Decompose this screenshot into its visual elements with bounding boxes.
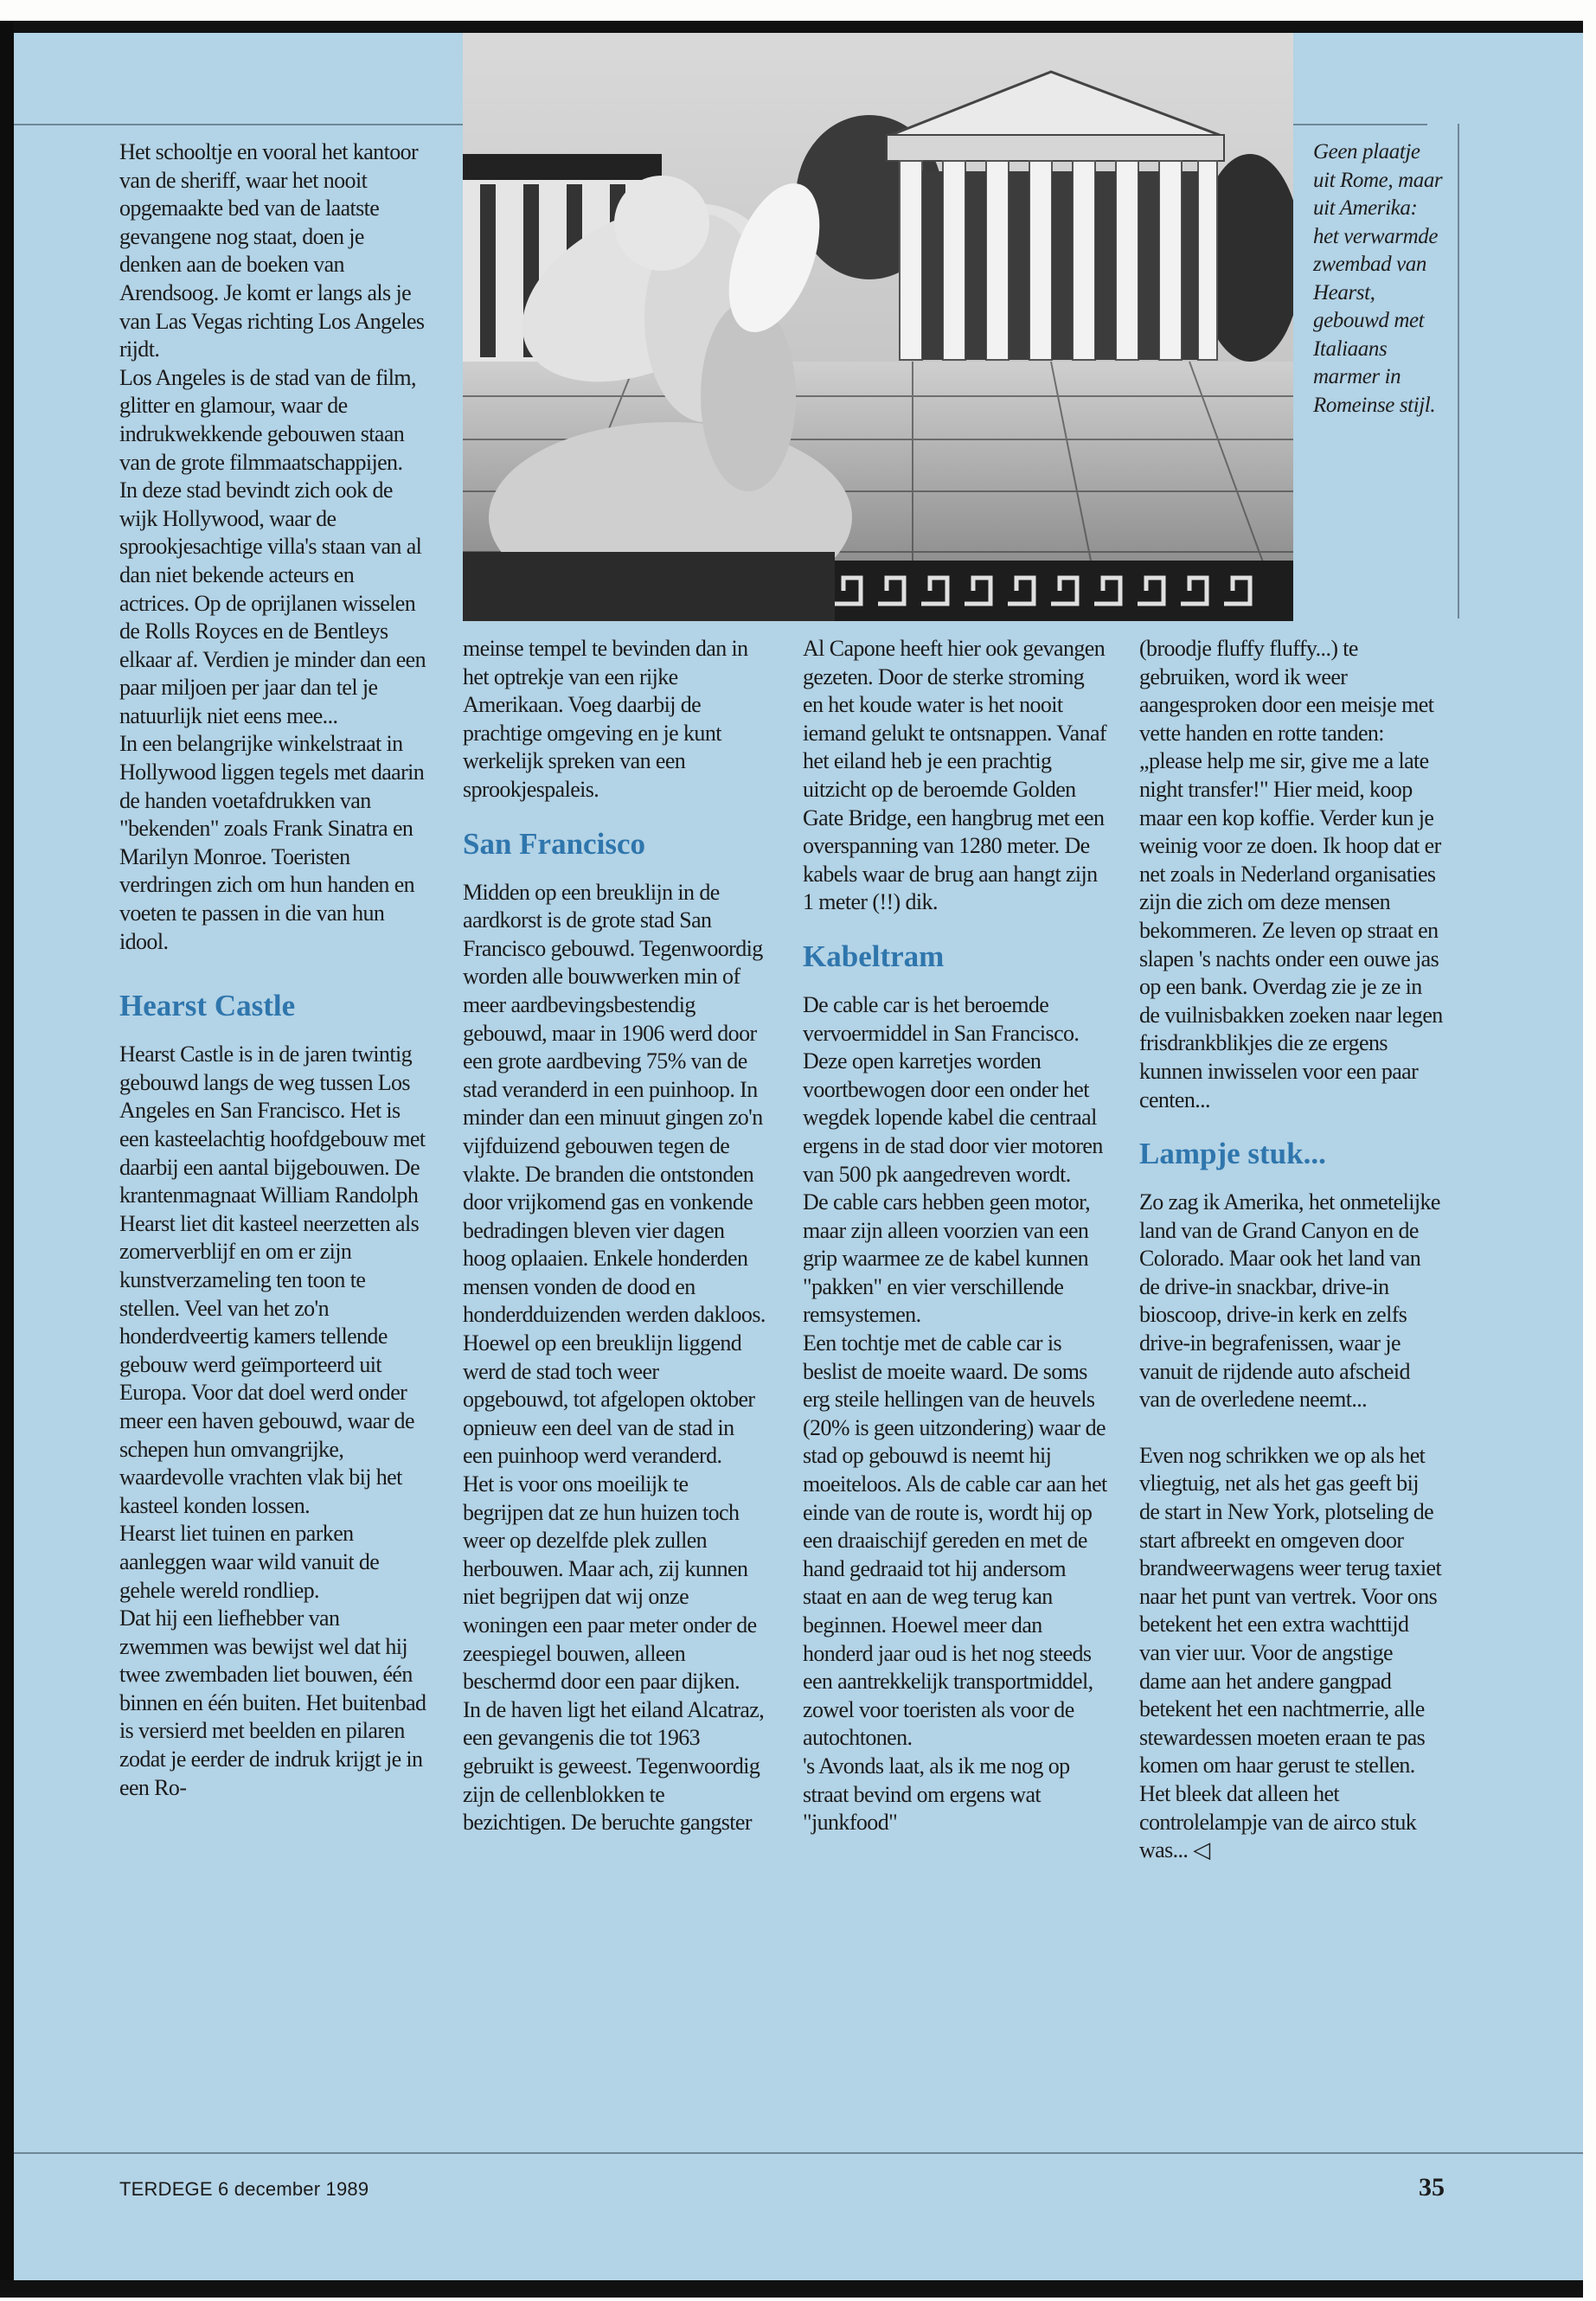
col1-paragraph-5: Hearst Castle is in de jaren twintig gebouwd langs de weg tussen Los Angeles en San Francisco. Het is een kasteelachtig hoofdgebouw met daarbij een aantal bijgebouwen. De krantenmagnaat William Randolph Hearst liet dit kasteel neerzetten als zomerverblijf en om er zijn kunstverzameling ten toon te stellen. Veel van het zo'n honderdveertig kamers tellende gebouw werd geïmporteerd uit Europa. Voor dat doel werd onder meer een haven gebouwd, waar de schepen hun omvangrijke, waardevolle vrachten vlak bij het kasteel konden lossen.	[119, 1042, 426, 1518]
top-border	[0, 21, 1583, 33]
heading-lampje-stuk: Lampje stuk...	[1139, 1137, 1326, 1171]
col1-paragraph-1: Het schooltje en vooral het kantoor van de sheriff, waar het nooit opgemaakte bed van de laatste gevangene nog staat, doen je denken aan de boeken van Arendsoog. Je komt er langs als je van Las Vegas richting Los Angeles rijdt.	[119, 139, 425, 362]
pool-photo-image	[463, 33, 1293, 621]
col4-paragraph-1: (broodje fluffy fluffy...) te gebruiken, word ik weer aangesproken door een meisje met vette handen en rotte tanden: „please help me sir, give me a late night transfer!" Hier meid, koop maar een kop koffie. Verder kun je weinig voor ze doen. Ik hoop dat er net zoals in Nederland organisaties zijn die zich om deze mensen bekommeren. Ze leven op straat en slapen 's nachts onder een ouwe jas op een bank. Overdag zie je ze in de vuilnisbakken zoeken naar legen frisdrankblikjes die ze ergens kunnen inwisselen voor een paar centen...	[1139, 636, 1443, 1112]
heading-hearst-castle: Hearst Castle	[119, 989, 296, 1023]
col2-paragraph-5: In de haven ligt het eiland Alcatraz, een gevangenis die tot 1963 gebruikt is geweest. Tegenwoordig zijn de cellenblokken te bezichtigen. De beruchte gangster	[463, 1696, 765, 1836]
heading-kabeltram: Kabeltram	[803, 939, 945, 973]
caption-side-rule	[1458, 124, 1459, 619]
col2-paragraph-1: meinse tempel te bevinden dan in het optrekje van een rijke Amerikaan. Voeg daarbij de prachtige omgeving en je kunt werkelijk spreken van een sprookjespaleis.	[463, 636, 748, 802]
footer-rule	[14, 2152, 1583, 2154]
col3-paragraph-1: Al Capone heeft hier ook gevangen gezeten. Door de sterke stroming en het koude water is het nooit iemand gelukt te ontsnappen. Vanaf het eiland heb je een prachtig uitzicht op de beroemde Golden Gate Bridge, een hangbrug met een overspanning van 1280 meter. De kabels waar de brug aan hangt zijn 1 meter (!!) dik.	[803, 636, 1106, 915]
col1-paragraph-4: In een belangrijke winkelstraat in Hollywood liggen tegels met daarin de handen voetafdrukken van "bekenden" zoals Frank Sinatra en Marilyn Monroe. Toeristen verdringen zich om hun handen en voeten te passen in die van hun idool.	[119, 731, 425, 954]
col1-paragraph-2: Los Angeles is de stad van de film, glitter en glamour, waar de indrukwekkende gebouwen staan van de grote filmmaatschappijen.	[119, 364, 416, 475]
footer-publication: TERDEGE 6 december 1989	[119, 2178, 369, 2200]
col1-paragraph-6: Hearst liet tuinen en parken aanleggen waar wild vanuit de gehele wereld rondliep.	[119, 1521, 380, 1603]
col3-paragraph-2: De cable car is het beroemde vervoermiddel in San Francisco. Deze open karretjes worden voortbewogen door een onder het wegdek lopende kabel die centraal ergens in de stad door vier motoren van 500 pk aangedreven wordt.	[803, 991, 1103, 1187]
col2-paragraph-4: Het is voor ons moeilijk te begrijpen dat ze hun huizen toch weer op dezelfde plek zullen herbouwen. Maar ach, zij kunnen niet begrijpen dat wij onze woningen een paar meter onder de zeespiegel bouwen, alleen beschermd door een paar dijken.	[463, 1471, 757, 1695]
col4-paragraph-2: Zo zag ik Amerika, het onmetelijke land van de Grand Canyon en de Colorado. Maar ook het land van de drive-in snackbar, drive-in bioscoop, drive-in kerk en zelfs drive-in begrafenissen, waar je vanuit de rijdende auto afscheid van de overledene neemt...	[1139, 1189, 1440, 1413]
col1-paragraph-3: In deze stad bevindt zich ook de wijk Hollywood, waar de sprookjesachtige villa's staan van al dan niet bekende acteurs en actrices. Op de oprijlanen wisselen de Rolls Royces en de Bentleys elkaar af. Verdien je minder dan een paar miljoen per jaar dan tel je natuurlijk niet eens mee...	[119, 478, 426, 728]
col3-paragraph-4: Een tochtje met de cable car is beslist de moeite waard. De soms erg steile hellingen van de heuvels (20% is geen uitzondering) waar de stad op gebouwd is neemt hij moeiteloos. Als de cable car aan het einde van de route is, wordt hij op een draaischijf gereden en met de hand gedraaid tot hij andersom staat en aan de weg terug kan beginnen. Hoewel meer dan honderd jaar oud is het nog steeds een aantrekkelijk transportmiddel, zowel voor toeristen als voor de autochtonen.	[803, 1330, 1107, 1751]
col2-paragraph-3: Hoewel op een breuklijn liggend werd de stad toch weer opgebouwd, tot afgelopen oktober opnieuw een deel van de stad in een puinhoop werd veranderd.	[463, 1330, 755, 1469]
column-1	[119, 138, 426, 1802]
col4-paragraph-3: Even nog schrikken we op als het vliegtuig, net als het gas geeft bij de start in New York, plotseling de start afbreekt en omgeven door brandweerwagens weer terug taxiet naar het punt van vertrek. Voor ons betekent het een extra wachttijd van vier uur. Voor de angstige dame aan het andere gangpad betekent het een nachtmerrie, alle stewardessen moeten eraan te pas komen om haar gerust te stellen. Het bleek dat alleen het controlelampje van de airco stuk was... ◁	[1139, 1442, 1442, 1863]
col3-paragraph-5: 's Avonds laat, als ik me nog op straat bevind om ergens wat "junkfood"	[803, 1753, 1070, 1836]
col3-paragraph-3: De cable cars hebben geen motor, maar zijn alleen voorzien van een grip waarmee ze de kabel kunnen "pakken" en vier verschillende remsystemen.	[803, 1189, 1091, 1328]
top-left-rule	[14, 124, 463, 125]
left-border	[0, 21, 14, 2296]
col1-paragraph-7: Dat hij een liefhebber van zwemmen was bewijst wel dat hij twee zwembaden liet bouwen, één binnen en één buiten. Het buitenbad is versierd met beelden en pilaren zodat je eerder de indruk krijgt je in een Ro-	[119, 1606, 426, 1800]
bottom-border	[0, 2280, 1583, 2298]
paragraph-gap	[1139, 1414, 1444, 1442]
page-number: 35	[1419, 2173, 1445, 2202]
column-3	[803, 635, 1107, 1837]
pool-photo	[463, 33, 1293, 621]
photo-caption: Geen plaatje uit Rome, maar uit Amerika: het verwarmde zwembad van Hearst, gebouwd met Italiaans marmer in Romeinse stijl.	[1313, 140, 1443, 417]
heading-san-francisco: San Francisco	[463, 826, 645, 861]
top-right-rule	[1293, 124, 1427, 125]
column-4	[1139, 635, 1444, 1865]
col2-paragraph-2: Midden op een breuklijn in de aardkorst is de grote stad San Francisco gebouwd. Tegenwoordig worden alle bouwwerken min of meer aardbevingsbestendig gebouwd, maar in 1906 werd door een grote aardbeving 75% van de stad veranderd in een puinhoop. In minder dan een minuut gingen zo'n vijfduizend gebouwen tegen de vlakte. De branden die ontstonden door vrijkomend gas en vonkende bedradingen bleven vier dagen hoog oplaaien. Enkele honderden mensen vonden de dood en honderdduizenden werden dakloos.	[463, 879, 766, 1328]
column-2	[463, 635, 767, 1837]
